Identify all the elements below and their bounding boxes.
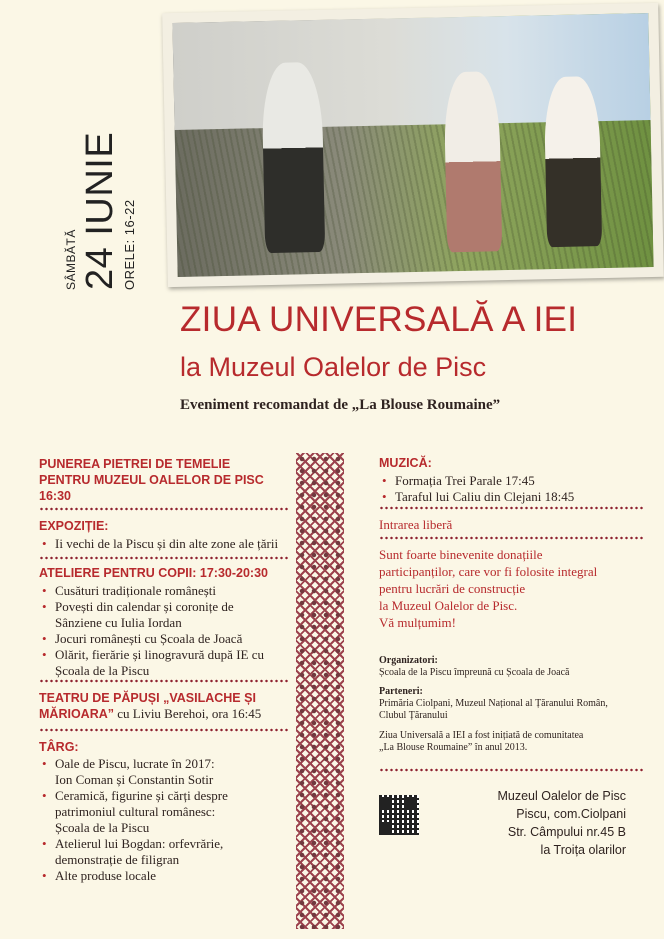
- free-entry: Intrarea liberă: [379, 517, 453, 532]
- girl-figure-2: [443, 71, 502, 252]
- fair-section: [39, 739, 294, 884]
- list-item: • Ii vechi de la Piscu și din alte zone ale țării: [39, 536, 294, 552]
- divider: [379, 536, 644, 540]
- foundation-time: 16:30: [39, 489, 71, 503]
- girl-figure-1: [261, 62, 325, 253]
- music-title: MUZICĂ:: [379, 456, 432, 470]
- qr-code-icon[interactable]: [379, 795, 419, 835]
- donations-note: Sunt foarte binevenite donațiile participanților, care vor fi folosite integral pentru lucrări de construcție la Muzeul Oalelor de Pisc. Vă mulțumim!: [379, 547, 598, 630]
- workshops-title: ATELIERE PENTRU COPII: 17:30-20:30: [39, 566, 268, 580]
- divider: [39, 679, 289, 683]
- initiative-note: Ziua Universală a IEI a fost inițiată de comunitatea „La Blouse Roumaine” în anul 2013.: [379, 730, 584, 753]
- tagline: Eveniment recomandat de „La Blouse Roumaine”: [180, 397, 501, 413]
- page-title: ZIUA UNIVERSALĂ A IEI: [180, 300, 578, 339]
- divider: [39, 728, 289, 732]
- foundation-line1: PUNEREA PIETREI DE TEMELIE: [39, 457, 231, 471]
- list-item: • Jocuri românești cu Școala de Joacă: [39, 631, 294, 647]
- event-photo: [162, 3, 664, 287]
- list-item: • Taraful lui Caliu din Clejani 18:45: [379, 489, 649, 505]
- fair-title: TÂRG:: [39, 740, 79, 754]
- list-item: • Atelierul lui Bogdan: orfevrărie, demonstrație de filigran: [39, 836, 294, 868]
- address-block: Muzeul Oalelor de Pisc Piscu, com.Ciolpani Str. Câmpului nr.45 B la Troița olarilor: [497, 789, 626, 857]
- girl-figure-3: [544, 76, 603, 247]
- page-subtitle: la Muzeul Oalelor de Pisc: [180, 352, 487, 382]
- list-item: • Alte produse locale: [39, 868, 294, 884]
- exhibition-section: [39, 518, 294, 552]
- day-label: SÂMBĂTĂ: [64, 229, 78, 290]
- music-section: [379, 455, 649, 505]
- foundation-line2: PENTRU MUZEUL OALELOR DE PISC: [39, 473, 264, 487]
- theatre-title-2: MĂRIOARA” cu Liviu Berehoi, ora 16:45: [39, 706, 262, 721]
- theatre-section: [39, 690, 294, 722]
- divider: [379, 506, 644, 510]
- divider: [39, 556, 289, 560]
- theatre-title-1: TEATRU DE PĂPUȘI „VASILACHE ȘI: [39, 691, 256, 705]
- list-item: • Povești din calendar și coronițe de Sânziene cu Iulia Iordan: [39, 599, 294, 631]
- date-text: 24 IUNIE: [79, 131, 121, 290]
- list-item: • Olărit, fierărie și linogravură după IE cu Școala de la Piscu: [39, 647, 294, 679]
- embroidery-ornament: [296, 453, 344, 929]
- list-item: • Formația Trei Parale 17:45: [379, 473, 649, 489]
- exhibition-title: EXPOZIȚIE:: [39, 519, 109, 533]
- list-item: • Oale de Piscu, lucrate în 2017: Ion Coman și Constantin Sotir: [39, 756, 294, 788]
- organizers: Organizatori: Școala de la Piscu împreună cu Școala de Joacă: [379, 655, 570, 678]
- event-date: [60, 118, 137, 290]
- divider: [379, 768, 644, 772]
- workshops-section: [39, 565, 294, 679]
- partners: Parteneri: Primăria Ciolpani, Muzeul Național al Țăranului Român, Clubul Țăranului: [379, 686, 608, 721]
- list-item: • Cusături tradiționale românești: [39, 583, 294, 599]
- divider: [39, 507, 289, 511]
- left-column: [39, 456, 294, 504]
- hours-text: ORELE: 16-22: [122, 199, 137, 290]
- list-item: • Ceramică, figurine și cărți despre patrimoniul cultural românesc: Școala de la Piscu: [39, 788, 294, 836]
